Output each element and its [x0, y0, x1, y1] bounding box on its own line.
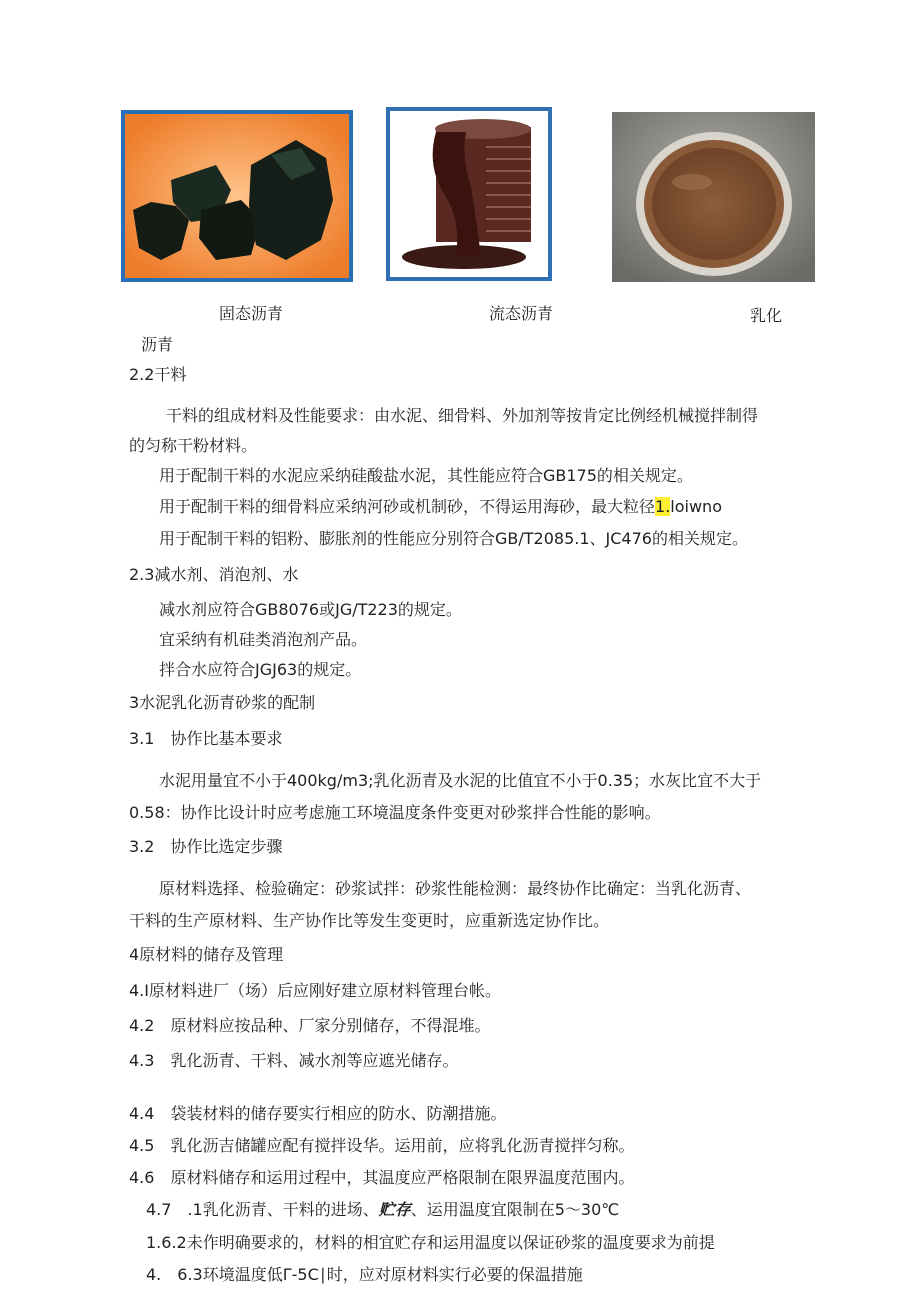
caption-emulsified-asphalt: 乳化 — [750, 306, 783, 325]
paragraph-2-3-2: 宜采纳有机硅类消泡剂产品。 — [159, 630, 368, 649]
item-4-7 — [146, 1197, 619, 1220]
caption-solid-asphalt: 固态沥青 — [219, 304, 284, 323]
paragraph-3-2-b: 干料的生产原材料、生产协作比等发生变更时，应重新选定协作比。 — [129, 911, 610, 930]
heading-3-2: 3.2 协作比选定步骤 — [129, 837, 283, 856]
item-4-7-text: 4.7 .1乳化沥青、干料的进场、 — [146, 1200, 379, 1219]
paragraph-2-3-3: 拌合水应符合JGJ63的规定。 — [159, 660, 362, 679]
paragraph-2-2-1a: 干料的组成材料及性能要求：由水泥、细骨料、外加剂等按肯定比例经机械搅拌制得 — [166, 406, 759, 425]
liquid-asphalt-photo — [386, 107, 552, 281]
highlighted-text: 1. — [655, 497, 671, 516]
emulsified-asphalt-photo — [612, 112, 815, 282]
paragraph-2-2-4: 用于配制干料的铝粉、膨胀剂的性能应分别符合GB/T2085.1、JC476的相关规定。 — [159, 529, 748, 548]
paragraph-3-2-a: 原材料选择、检验确定：砂浆试拌：砂浆性能检测：最终协作比确定：当乳化沥青、 — [159, 879, 752, 898]
paragraph-2-2-3 — [159, 494, 722, 517]
heading-2-2: 2.2干料 — [129, 365, 187, 384]
heading-3-1: 3.1 协作比基本要求 — [129, 729, 283, 748]
heading-2-3: 2.3减水剂、消泡剂、水 — [129, 565, 299, 584]
paragraph-2-2-3-tail: loiwno — [670, 497, 722, 516]
item-4-1: 4.I原材料进厂（场）后应刚好建立原材料管理台帐。 — [129, 981, 501, 1000]
paragraph-3-1-b: 0.58：协作比设计时应考虑施工环境温度条件变更对砂浆拌合性能的影响。 — [129, 803, 661, 822]
solid-asphalt-photo — [121, 110, 353, 282]
item-4-6: 4.6 原材料储存和运用过程中，其温度应严格限制在限界温度范围内。 — [129, 1168, 635, 1187]
paragraph-3-1-a: 水泥用量宜不小于400kg∕m3;乳化沥青及水泥的比值宜不小于0.35；水灰比宜不大于 — [159, 771, 762, 790]
item-4-7-emphasis: 贮存 — [378, 1200, 411, 1219]
heading-4: 4原材料的储存及管理 — [129, 945, 284, 964]
item-1-6-2: 1.6.2未作明确要求的，材料的相宜贮存和运用温度以保证砂浆的温度要求为前提 — [146, 1233, 715, 1252]
caption-liquid-asphalt: 流态沥青 — [489, 304, 554, 323]
paragraph-2-2-1b: 的匀称干粉材料。 — [129, 436, 258, 455]
item-4-3: 4.3 乳化沥青、干料、减水剂等应遮光储存。 — [129, 1051, 459, 1070]
item-4-2: 4.2 原材料应按品种、厂家分别储存，不得混堆。 — [129, 1016, 491, 1035]
caption-emulsified-asphalt-cont: 沥青 — [141, 335, 174, 354]
heading-3: 3水泥乳化沥青砂浆的配制 — [129, 693, 316, 712]
item-4-7-tail: 、运用温度宜限制在5～30℃ — [410, 1200, 620, 1219]
item-4-4: 4.4 袋装材料的储存要实行相应的防水、防潮措施。 — [129, 1104, 507, 1123]
paragraph-2-3-1: 减水剂应符合GB8076或JG/T223的规定。 — [159, 600, 462, 619]
paragraph-2-2-3-text: 用于配制干料的细骨料应采纳河砂或机制砂，不得运用海砂，最大粒径 — [159, 497, 656, 516]
paragraph-2-2-2: 用于配制干料的水泥应采纳硅酸盐水泥，其性能应符合GB175的相关规定。 — [159, 466, 693, 485]
item-4-6-3: 4. 6.3环境温度低Γ-5C∣时，应对原材料实行必要的保温措施 — [146, 1265, 583, 1284]
item-4-5: 4.5 乳化沥吉储罐应配有搅拌设华。运用前，应将乳化沥青搅拌匀称。 — [129, 1136, 635, 1155]
